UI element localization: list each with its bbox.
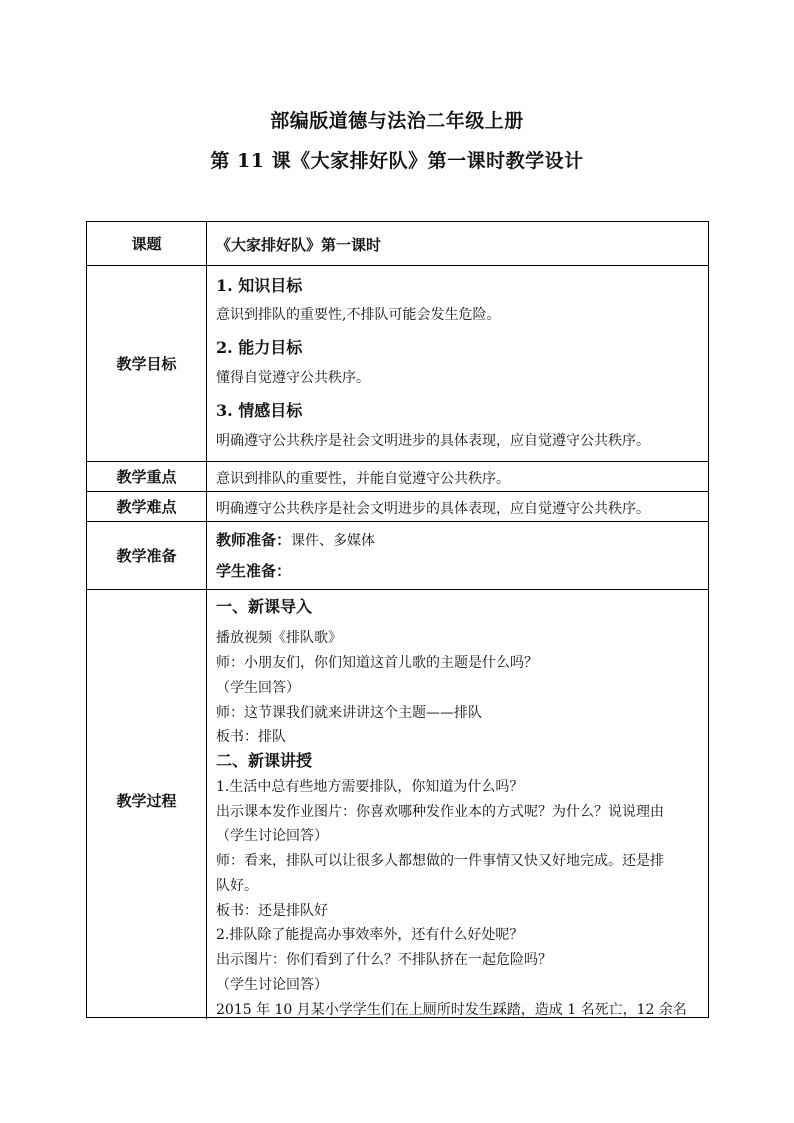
process-line: （学生讨论回答） [216,828,328,844]
process-line: 出示图片：你们看到了什么？不排队挤在一起危险吗？ [216,952,552,968]
teacher-preparation [216,529,375,550]
label-topic: 课题 [131,235,162,253]
document-title: 部编版道德与法治二年级上册 [270,110,524,132]
process-section-teaching: 二、新课讲授 [216,751,313,770]
process-line: 师：这节课我们就来讲讲这个主题——排队 [216,705,482,721]
process-line: 板书：排队 [216,729,286,745]
process-line: 师：看来，排队可以让很多人都想做的一件事情又快又好地完成。还是排 [216,853,664,869]
lesson-plan-table [86,221,709,1018]
row-process [87,589,708,1019]
student-prep-label: 学生准备： [216,562,292,580]
process-line: 播放视频《排队歌》 [216,630,342,646]
row-difficulties [87,491,708,521]
difficulties-value: 明确遵守公共秩序是社会文明进步的具体表现，应自觉遵守公共秩序。 [216,501,650,517]
label-preparation: 教学准备 [116,547,177,565]
process-line: 师：小朋友们，你们知道这首儿歌的主题是什么吗？ [216,655,538,671]
label-key-points: 教学重点 [116,468,177,486]
process-line: 1.生活中总有些地方需要排队，你知道为什么吗？ [216,779,524,795]
objective-heading-emotion: 3. 情感目标 [216,401,303,420]
process-line: 2.排队除了能提高办事效率外，还有什么好处呢？ [216,927,524,943]
process-section-intro: 一、新课导入 [216,597,313,616]
objective-text-emotion: 明确遵守公共秩序是社会文明进步的具体表现，应自觉遵守公共秩序。 [216,433,650,449]
key-points-value: 意识到排队的重要性，并能自觉遵守公共秩序。 [216,471,510,487]
teacher-prep-value: 课件、多媒体 [291,533,376,549]
label-process: 教学过程 [116,792,177,810]
objective-text-ability: 懂得自觉遵守公共秩序。 [216,370,370,386]
row-preparation [87,521,708,589]
label-difficulties: 教学难点 [116,498,177,516]
process-line: 队好。 [216,878,258,894]
objective-text-knowledge: 意识到排队的重要性,不排队可能会发生危险。 [216,307,501,323]
row-objectives [87,265,708,461]
topic-value: 《大家排好队》第一课时 [216,236,382,254]
row-key-points [87,461,708,491]
teacher-prep-label: 教师准备： [216,531,292,549]
objective-heading-ability: 2. 能力目标 [216,338,303,357]
process-line: （学生回答） [216,680,300,696]
objective-heading-knowledge: 1. 知识目标 [216,276,303,295]
process-line: 2015 年 10 月某小学学生们在上厕所时发生踩踏，造成 1 名死亡，12 余名 [216,1002,687,1018]
label-objectives: 教学目标 [116,355,177,373]
row-topic [87,222,708,265]
document-subtitle: 第 11 课《大家排好队》第一课时教学设计 [210,150,584,172]
process-line: 板书：还是排队好 [216,903,328,919]
process-line: （学生讨论回答） [216,977,328,993]
process-line: 出示课本发作业图片：你喜欢哪种发作业本的方式呢？为什么？说说理由 [216,804,664,820]
